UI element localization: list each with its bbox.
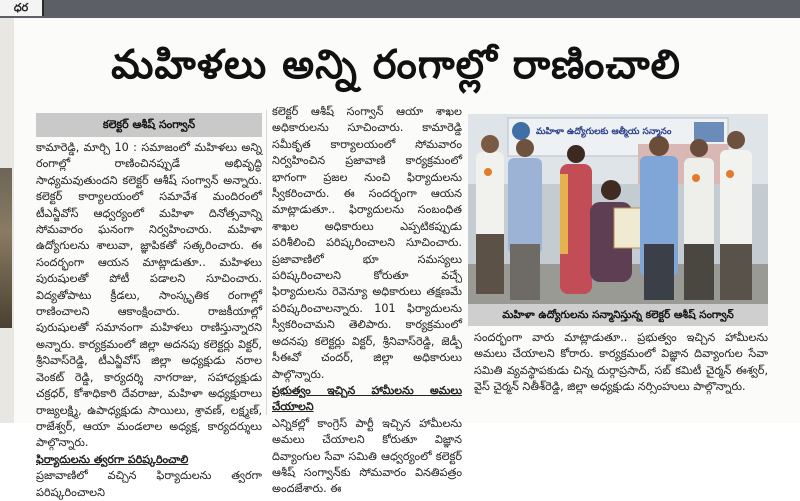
adjacent-photo-fragment	[0, 168, 12, 328]
page-tag: ధర	[0, 0, 44, 16]
event-photo-illustration	[468, 114, 768, 304]
column-3	[474, 330, 768, 416]
subhead-promises: ప్రభుత్వం ఇచ్చిన హామీలను అమలు చేయాలని	[272, 383, 462, 414]
top-bar	[0, 0, 800, 18]
photo-caption: మహిళా ఉద్యోగులను సన్మానిస్తున్న కలెక్టర్ ఆశీష్ సంగ్వాన్	[468, 304, 768, 326]
byline: కలెక్టర్ ఆశీష్ సంగ్వాన్	[36, 113, 262, 137]
headline: మహిళలు అన్ని రంగాల్లో రాణించాలి	[111, 42, 681, 88]
subhead-complaints: ఫిర్యాదులను త్వరగా పరిష్కరించాలి	[36, 452, 189, 466]
column-divider	[266, 110, 267, 415]
column-1-body: కామారెడ్డి, మార్చి 10 : సమాజంలో మహిళలు అన్ని రంగాల్లో రాణించినప్పుడే అభివృద్ధి సాధ్యమవుతుందని కలెక్టర్ ఆశీష్ సంగ్వాన్ అన్నారు. కలెక్టర్ కార్యాలయంలో సమావేశ మందిరంలో టీఎన్జీవోస్ ఆధ్వర్యంలో మహిళా దినోత్సవాన్ని సోమవారం ఘనంగా నిర్వహించారు. మహిళా ఉద్యోగులను శాలువా, జ్ఞాపికతో సత్కరించారు. ఈ సందర్భంగా ఆయన మాట్లాడుతూ.. మహిళలు పురుషులతో పోటీ పడాలని సూచించారు. విద్యతోపాటు క్రీడలు, సాంస్కృతిక రంగాల్లో రాణించాలని ఆకాంక్షించారు. రాజకీయాల్లో పురుషులతో సమానంగా మహిళలు రాణిస్తున్నారని అన్నారు. కార్యక్రమంలో జిల్లా అదనపు కలెక్టర్లు విక్టర్, శ్రీనివాస్‌రెడ్డి, టీఎన్జీవోస్ జిల్లా అధ్యక్షుడు నరాల వెంకట్ రెడ్డి, కార్యదర్శి నాగరాజు, సహాధ్యక్షుడు చక్రధర్, కోశాధికారి దేవరాజు, మహిళా అధ్యక్షురాలు రాజ్యలక్ష్మి, ఉపాధ్యక్షుడు సాయిలు, శ్రావణ్, లక్ష్మణ్, రాజేశ్వర్, ఆయా మండలాల అధ్యక్ష, కార్యదర్శులు పాల్గొన్నారు.	[36, 141, 262, 450]
column-2-body: కలెక్టర్ ఆశీష్ సంగ్వాన్ ఆయా శాఖల అధికారులను సూచించారు. కామారెడ్డి సమీకృత కార్యాలయంలో సోమవారం నిర్వహించిన ప్రజావాణి కార్యక్రమంలో భాగంగా ప్రజల నుంచి ఫిర్యాదులను స్వీకరించారు. ఈ సందర్భంగా ఆయన మాట్లాడుతూ.. ఫిర్యాదులను సంబంధిత శాఖల అధికారులు ఎప్పటికప్పుడు పరిశీలించి పరిష్కరించాలని సూచించారు. ప్రజావాణిలో భూ సమస్యలు పరిష్కరించాలని కోరుతూ వచ్చే ఫిర్యాదులను రెవెన్యూ అధికారులు తక్షణమే పరిష్కరించాలన్నారు. 101 ఫిర్యాదులను స్వీకరించామని తెలిపారు. కార్యక్రమంలో అదనపు కలెక్టర్లు విక్టర్, శ్రీనివాస్‌రెడ్డి, జెడ్పీ సీఈవో చందర్, జిల్లా అధికారులు పాల్గొన్నారు.	[272, 105, 462, 381]
event-photo	[468, 114, 768, 304]
adjacent-page-edge	[0, 18, 14, 423]
column-1-body-2: ప్రజావాణిలో వచ్చిన ఫిర్యాదులను త్వరగా పరిష్కరించాలని	[36, 469, 262, 499]
column-1	[36, 140, 262, 499]
photo-banner-text: మహిళా ఉద్యోగులకు ఆత్మీయ సన్మానం	[536, 127, 672, 137]
column-2-body-2: ఎన్నికల్లో కాంగ్రెస్ పార్టీ ఇచ్చిన హామీలను అమలు చేయాలని కోరుతూ విజ్ఞాన దివ్యాంగుల సేవా సమితి ఆధ్వర్యంలో కలెక్టర్ ఆశీష్ సంగ్వాన్‌కు సోమవారం వినతిపత్రం అందజేశారు. ఈ	[272, 416, 462, 496]
column-2	[272, 104, 462, 496]
column-3-body: సందర్భంగా వారు మాట్లాడుతూ.. ప్రభుత్వం ఇచ్చిన హామీలను అమలు చేయాలని కోరారు. కార్యక్రమంలో విజ్ఞాన దివ్యాంగుల సేవా సమితి వ్యవస్థాపకుడు చిన్న దుర్గాప్రసాద్, సబ్ కమిటీ చైర్మన్ ఈశ్వర్, వైస్ చైర్మన్ నితీశ్‌రెడ్డి, జిల్లా అధ్యక్షుడు నర్సింహులు పాల్గొన్నారు.	[474, 331, 768, 394]
